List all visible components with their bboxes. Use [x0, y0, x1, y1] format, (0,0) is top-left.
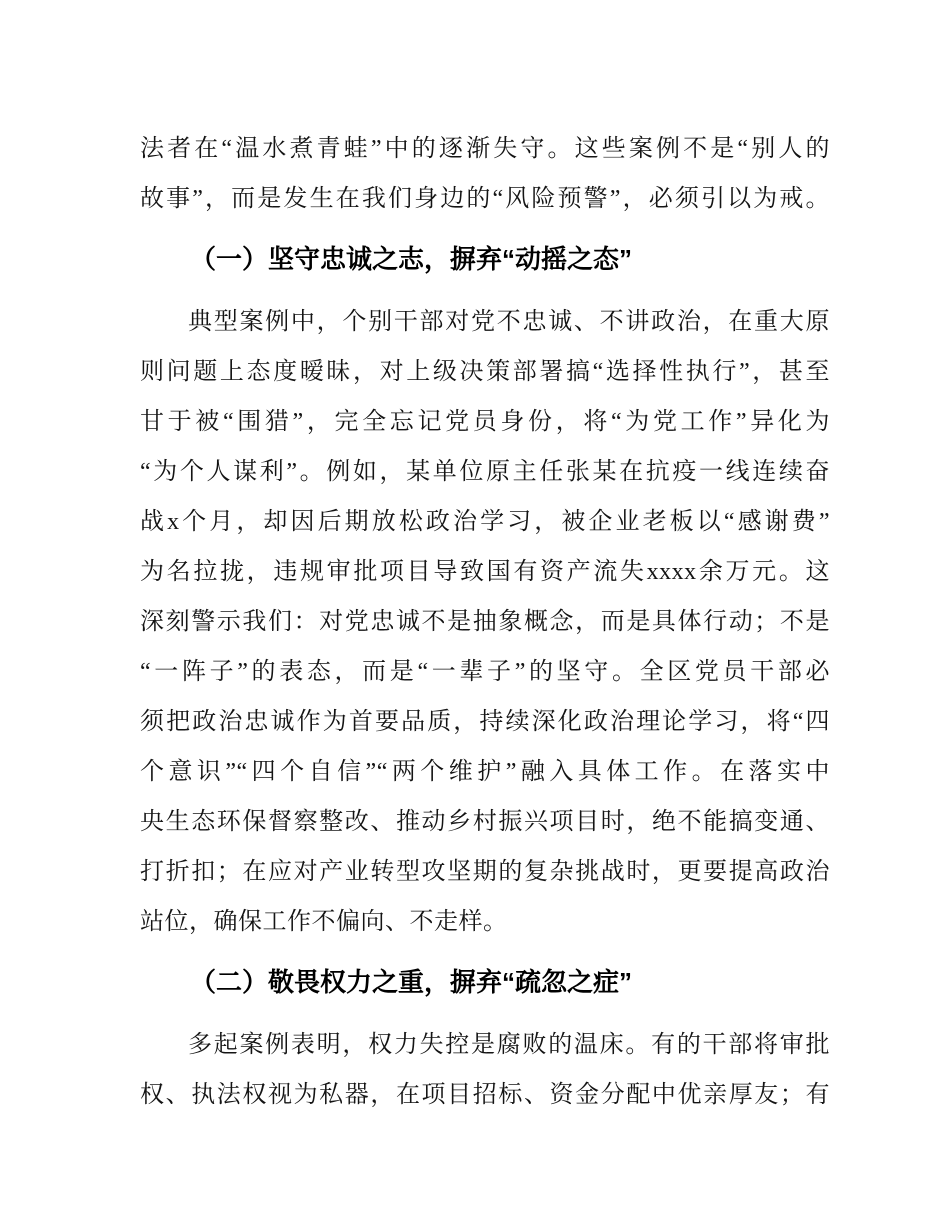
text-line: 多起案例表明，权力失控是腐败的温床。有的干部将审批 [188, 1032, 830, 1058]
text-line: 站位，确保工作不偏向、不走样。 [140, 909, 508, 935]
text-line: 甘于被“围猎”，完全忘记党员身份，将“为党工作”异化为 [140, 409, 830, 435]
text-line: 则问题上态度暧昧，对上级决策部署搞“选择性执行”，甚至 [140, 359, 830, 385]
section-heading-2: （二）敬畏权力之重，摒弃“疏忽之症” [190, 967, 633, 997]
paragraph-continuation [140, 124, 830, 224]
text-line: 为名拉拢，违规审批项目导致国有资产流失xxxx余万元。这 [140, 559, 830, 585]
text-line: 故事”，而是发生在我们身边的“风险预警”，必须引以为戒。 [140, 186, 830, 212]
text-line: 打折扣；在应对产业转型攻坚期的复杂挑战时，更要提高政治 [140, 859, 830, 885]
text-line: 战x个月，却因后期放松政治学习，被企业老板以“感谢费” [140, 509, 830, 535]
text-line: 权、执法权视为私器，在项目招标、资金分配中优亲厚友；有 [140, 1082, 830, 1108]
text-line: “为个人谋利”。例如，某单位原主任张某在抗疫一线连续奋 [140, 459, 830, 485]
text-line: 深刻警示我们：对党忠诚不是抽象概念，而是具体行动；不是 [140, 609, 830, 635]
text-line: 典型案例中，个别干部对党不忠诚、不讲政治，在重大原 [188, 309, 830, 335]
text-line: 个意识”“四个自信”“两个维护”融入具体工作。在落实中 [140, 759, 830, 785]
text-line: 央生态环保督察整改、推动乡村振兴项目时，绝不能搞变通、 [140, 809, 830, 835]
text-line: 法者在“温水煮青蛙”中的逐渐失守。这些案例不是“别人的 [140, 136, 830, 162]
section-heading-1: （一）坚守忠诚之志，摒弃“动摇之态” [190, 244, 633, 274]
paragraph-section-1 [140, 297, 830, 947]
paragraph-section-2 [140, 1020, 830, 1120]
text-line: “一阵子”的表态，而是“一辈子”的坚守。全区党员干部必 [140, 659, 830, 685]
text-line: 须把政治忠诚作为首要品质，持续深化政治理论学习，将“四 [140, 709, 830, 735]
